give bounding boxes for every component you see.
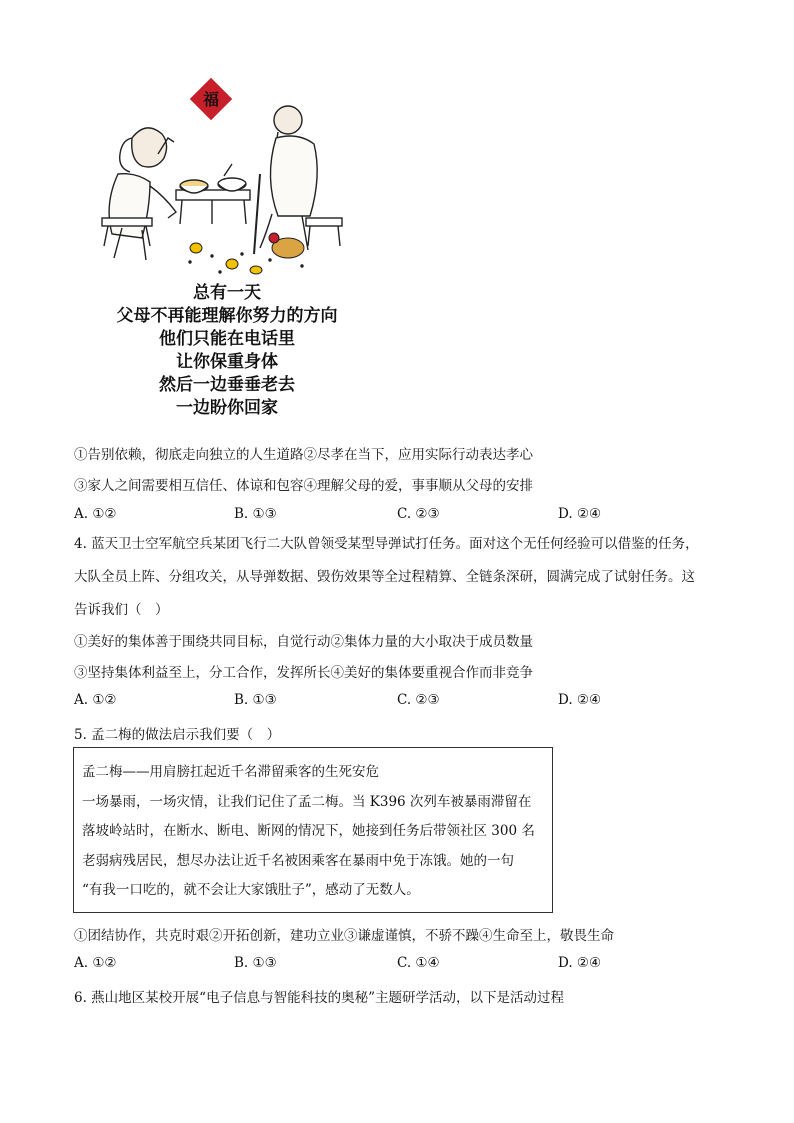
q5-option-b[interactable]: B. ①③ — [234, 955, 277, 971]
father-figure — [254, 106, 342, 254]
q5-statement: ①团结协作，共克时艰②开拓创新，建功立业③谦虚谨慎，不骄不躁④生命至上，敬畏生命 — [74, 928, 614, 944]
q3-option-b[interactable]: B. ①③ — [234, 506, 277, 522]
q4-option-b[interactable]: B. ①③ — [234, 692, 277, 708]
q4-statement-2: ③坚持集体利益至上，分工合作，发挥所长④美好的集体要重视合作而非竞争 — [74, 665, 533, 681]
fu-seal — [190, 78, 232, 120]
q3-option-c[interactable]: C. ②③ — [397, 506, 440, 522]
poem-line: 让你保重身体 — [176, 352, 278, 372]
q5-box-title: 孟二梅——用肩膀扛起近千名滞留乘客的生死安危 — [82, 764, 379, 780]
q5-box-line: “有我一口吃的，就不会让大家饿肚子”，感动了无数人。 — [82, 882, 420, 898]
poem-line: 总有一天 — [193, 283, 261, 303]
poem-line: 父母不再能理解你努力的方向 — [116, 306, 338, 326]
poem — [92, 282, 362, 420]
q4-option-d[interactable]: D. ②④ — [558, 692, 602, 708]
q5-box-line: 落坡岭站时，在断水、断电、断网的情况下，她接到任务后带领社区 300 名 — [82, 823, 535, 839]
q5-options — [74, 955, 724, 975]
q4-stem-line: 告诉我们（ ） — [74, 602, 169, 618]
poem-line: 他们只能在电话里 — [159, 329, 295, 349]
poem-line: 然后一边垂垂老去 — [159, 375, 295, 395]
q4-stem-line: 4. 蓝天卫士空军航空兵某团飞行二大队曾领受某型导弹试打任务。面对这个无任何经验可以借鉴的任务， — [74, 536, 699, 552]
q4-statement-1: ①美好的集体善于围绕共同目标，自觉行动②集体力量的大小取决于成员数量 — [74, 634, 533, 650]
q5-option-d[interactable]: D. ②④ — [558, 955, 602, 971]
q4-options — [74, 692, 724, 712]
q5-option-c[interactable]: C. ①④ — [397, 955, 440, 971]
poem-line: 一边盼你回家 — [176, 398, 278, 418]
q3-statement-2: ③家人之间需要相互信任、体谅和包容④理解父母的爱，事事顺从父母的安排 — [74, 478, 533, 494]
seal-character: 福 — [202, 90, 220, 109]
q5-option-a[interactable]: A. ①② — [74, 955, 117, 971]
q5-stem: 5. 孟二梅的做法启示我们要（ ） — [74, 727, 281, 743]
q5-box-line: 老弱病残居民，想尽办法让近千名被困乘客在暴雨中免于冻饿。她的一句 — [82, 852, 514, 869]
q4-stem — [74, 528, 724, 627]
q4-stem-line: 大队全员上阵、分组攻关，从导弹数据、毁伤效果等全过程精算、全链条深研，圆满完成了试射任务。这 — [74, 569, 695, 585]
q3-option-d[interactable]: D. ②④ — [558, 506, 602, 522]
elderly-couple-illustration — [92, 78, 352, 283]
chicks-and-hen — [189, 233, 304, 274]
q5-box-line: 一场暴雨，一场灾情，让我们记住了孟二梅。当 K396 次列车被暴雨滞留在 — [82, 793, 532, 810]
q5-material-box — [73, 747, 553, 913]
q4-option-a[interactable]: A. ①② — [74, 692, 117, 708]
q3-options — [74, 506, 724, 526]
table-with-bowls — [176, 164, 250, 224]
q3-option-a[interactable]: A. ①② — [74, 506, 117, 522]
q3-statement-1: ①告别依赖，彻底走向独立的人生道路②尽孝在当下，应用实际行动表达孝心 — [74, 447, 533, 463]
mother-figure — [102, 128, 176, 260]
q4-option-c[interactable]: C. ②③ — [397, 692, 440, 708]
q6-stem: 6. 燕山地区某校开展“电子信息与智能科技的奥秘”主题研学活动，以下是活动过程 — [74, 990, 564, 1006]
